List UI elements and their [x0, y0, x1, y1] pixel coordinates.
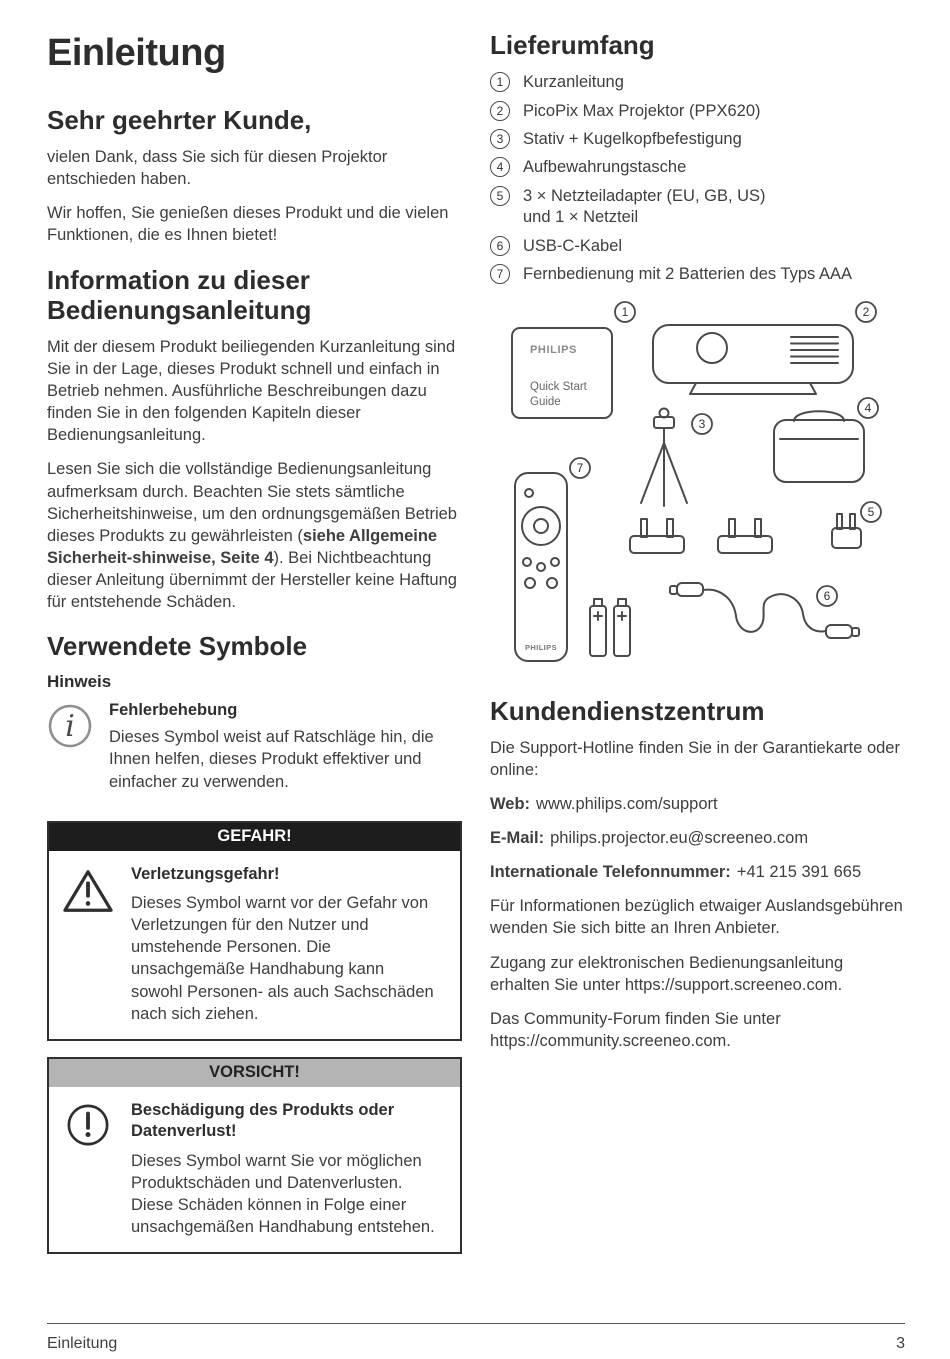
callout-2 — [856, 302, 876, 322]
svg-text:4: 4 — [864, 400, 872, 415]
page-title: Einleitung — [47, 32, 226, 74]
danger-header: GEFAHR! — [49, 823, 460, 851]
danger-box — [47, 821, 462, 1041]
caution-body-row — [49, 1087, 460, 1252]
left-column — [47, 24, 462, 1270]
item-number-badge: 1 — [490, 72, 510, 92]
support-paragraph-4: Das Community-Forum finden Sie unter https://community.screeneo.com. — [490, 1009, 781, 1050]
section-info-heading: Information zu dieser Bedienungsanleitung — [47, 264, 312, 325]
email-value: philips.projector.eu@screeneo.com — [550, 829, 809, 848]
caution-box — [47, 1057, 462, 1254]
web-value: www.philips.com/support — [536, 795, 718, 814]
remote-brand-label: PHILIPS — [525, 642, 557, 652]
item-number-badge: 5 — [490, 186, 510, 206]
delivery-item — [490, 156, 905, 178]
web-label: Web: — [490, 795, 531, 814]
item-number-badge: 3 — [490, 129, 510, 149]
callout-5 — [861, 502, 881, 522]
note-title: Fehlerbehebung — [109, 701, 238, 720]
svg-text:3: 3 — [698, 416, 706, 431]
danger-title: Verletzungsgefahr! — [131, 864, 280, 883]
warning-triangle-icon — [59, 864, 117, 1025]
phone-line — [490, 861, 905, 883]
remote-control-drawing — [515, 473, 567, 661]
info-circle-icon — [47, 701, 93, 804]
quickstart-brand-label: PHILIPS — [530, 343, 577, 356]
item-text: USB-C-Kabel — [523, 236, 623, 255]
power-adapters-drawing — [630, 514, 861, 553]
item-text: PicoPix Max Projektor (PPX620) — [523, 101, 761, 120]
note-label: Hinweis — [47, 672, 112, 692]
greeting-paragraph-2: Wir hoffen, Sie genießen dieses Produkt und die vielen Funktionen, die es Ihnen bietet! — [47, 204, 449, 245]
tripod-drawing — [641, 408, 687, 506]
support-heading: Kundendienstzentrum — [490, 695, 765, 726]
info-paragraph-1: Mit der diesem Produkt beiliegenden Kurzanleitung sind Sie in der Lage, dieses Produkt schnell und einfach in Betrieb nehmen. Ausführliche Beschreibungen dazu finden Sie in den folgenden Kapiteln dieser Bedienungsanleitung. — [47, 337, 456, 445]
item-text: Stativ + Kugelkopfbefestigung — [523, 130, 742, 149]
item-text: Fernbedienung mit 2 Batterien des Typs AAA — [523, 265, 852, 284]
email-label: E-Mail: — [490, 829, 545, 848]
support-paragraph-2: Für Informationen bezüglich etwaiger Auslandsgebühren wenden Sie sich bitte an Ihren Anbieter. — [490, 897, 903, 938]
delivery-item — [490, 235, 905, 257]
footer-page-number: 3 — [896, 1335, 905, 1352]
item-text: Aufbewahrungstasche — [523, 158, 687, 177]
web-line — [490, 793, 905, 815]
delivery-list — [490, 71, 905, 286]
item-text: Kurzanleitung — [523, 73, 624, 92]
callout-4 — [858, 398, 878, 418]
note-block — [47, 701, 462, 804]
item-number-badge: 4 — [490, 157, 510, 177]
svg-text:5: 5 — [867, 504, 875, 519]
item-number-badge: 7 — [490, 264, 510, 284]
quickstart-guide-drawing — [512, 328, 612, 418]
svg-text:1: 1 — [621, 304, 629, 319]
caution-header: VORSICHT! — [49, 1059, 460, 1087]
callout-1 — [615, 302, 635, 322]
projector-drawing — [653, 325, 853, 394]
item-number-badge: 6 — [490, 236, 510, 256]
info-glyph: i — [65, 709, 75, 745]
item-number-badge: 2 — [490, 101, 510, 121]
danger-body-row — [49, 851, 460, 1039]
quickstart-line1-label: Quick Start — [530, 380, 587, 393]
note-text — [109, 701, 462, 804]
svg-text:7: 7 — [576, 460, 584, 475]
caution-body: Dieses Symbol warnt Sie vor möglichen Produktschäden und Datenverlusten. Diese Schäden können in Folge einer unsachgemäßen Handhabung entstehen. — [131, 1151, 435, 1236]
info-paragraph-2-bold-ref: siehe Allgemeine Sicherheit-shinweise, Seite 4 — [47, 526, 438, 567]
section-symbols-heading: Verwendete Symbole — [47, 631, 308, 662]
support-intro: Die Support-Hotline finden Sie in der Garantiekarte oder online: — [490, 738, 900, 779]
quickstart-line2-label: Guide — [530, 395, 561, 408]
delivery-heading: Lieferumfang — [490, 30, 655, 60]
info-paragraph-2: Lesen Sie sich die vollständige Bedienungsanleitung aufmerksam durch. Beachten Sie stets sämtliche Sicherheitshinweise, um den ordnungsgemäßen Betrieb dieses Produkts zu gewährleisten (siehe Allgemeine Sicherheit-shinweise, Seite 4). Bei Nichtbeachtung dieser Anleitung übernimmt der Hersteller keine Haftung für entstehende Schäden. — [47, 460, 457, 612]
section-greeting-heading: Sehr geehrter Kunde, — [47, 105, 312, 135]
exclamation-circle-icon — [59, 1100, 117, 1238]
greeting-paragraph-1: vielen Dank, dass Sie sich für diesen Projektor entschieden haben. — [47, 148, 388, 189]
email-line — [490, 827, 905, 849]
danger-text — [131, 864, 436, 1025]
phone-label: Internationale Telefonnummer: — [490, 863, 731, 882]
svg-text:6: 6 — [823, 588, 831, 603]
delivery-item — [490, 185, 905, 229]
delivery-item — [490, 100, 905, 122]
support-paragraph-3: Zugang zur elektronischen Bedienungsanleitung erhalten Sie unter https://support.screeneo.com. — [490, 953, 844, 994]
item-text: 3 × Netzteiladapter (EU, GB, US) und 1 × Netzteil — [523, 186, 766, 227]
delivery-item — [490, 128, 905, 150]
danger-body: Dieses Symbol warnt vor der Gefahr von Verletzungen für den Nutzer und umstehende Personen. Die unsachgemäße Handhabung kann sowohl Personen- als auch Sachschäden nach sich ziehen. — [131, 894, 434, 1023]
footer-section-label: Einleitung — [47, 1335, 118, 1352]
right-column — [490, 24, 905, 1270]
phone-value: +41 215 391 665 — [736, 863, 862, 882]
delivery-item — [490, 71, 905, 93]
bag-drawing — [774, 411, 864, 482]
caution-title: Beschädigung des Produkts oder Datenverlust! — [131, 1100, 395, 1141]
svg-text:2: 2 — [862, 304, 870, 319]
page-footer — [47, 1323, 905, 1353]
callout-6 — [817, 586, 837, 606]
caution-text — [131, 1100, 436, 1238]
note-body: Dieses Symbol weist auf Ratschläge hin, die Ihnen helfen, dieses Produkt effektiver und einfacher zu verwenden. — [109, 728, 434, 791]
batteries-drawing — [590, 599, 630, 656]
callout-3 — [692, 414, 712, 434]
callout-7 — [570, 458, 590, 478]
box-contents-figure — [490, 300, 905, 678]
delivery-item — [490, 263, 905, 285]
